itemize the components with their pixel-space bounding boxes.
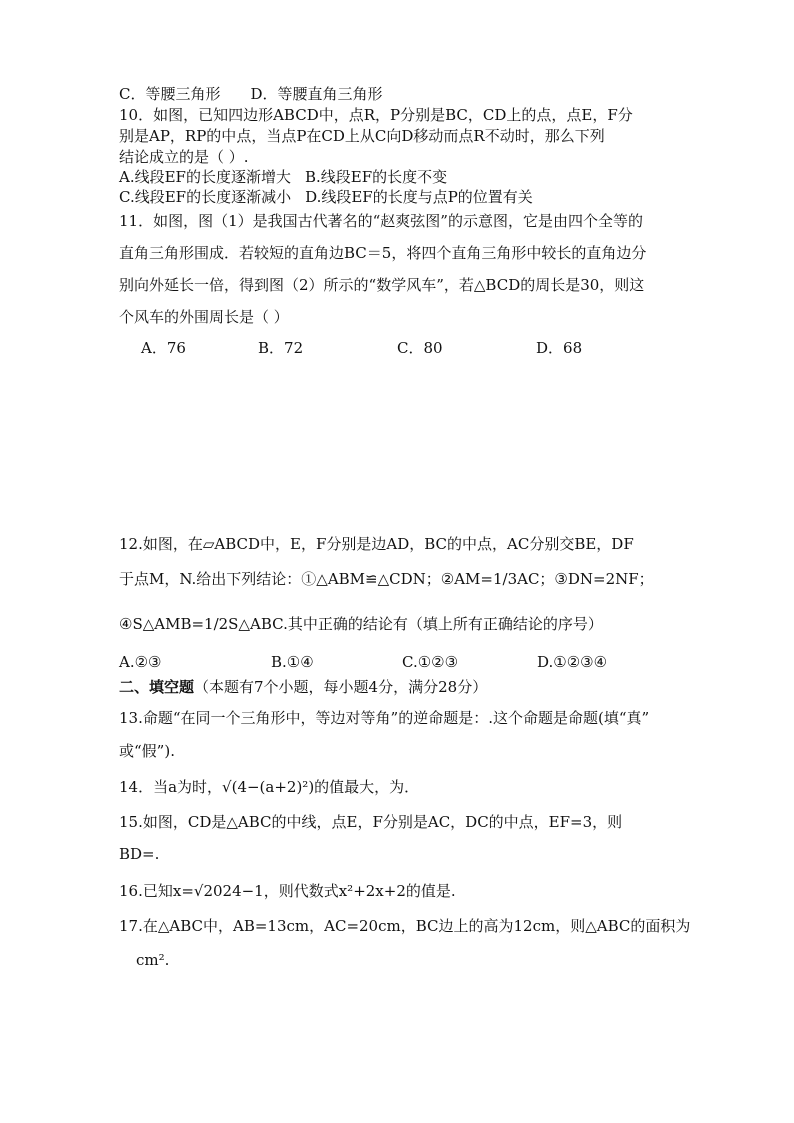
q13-line-1: 13.命题“在同一个三角形中，等边对等角”的逆命题是：.这个命题是命题(填“真” <box>119 709 650 727</box>
q10-option-d: D.线段EF的长度与点P的位置有关 <box>305 188 533 206</box>
q10-line-1: 10．如图，已知四边形ABCD中，点R，P分别是BC，CD上的点，点E，F分 <box>119 106 633 124</box>
q12-option-d: D.①②③④ <box>537 653 608 671</box>
q11-line-2: 直角三角形围成．若较短的直角边BC＝5，将四个直角三角形中较长的直角边分 <box>119 244 647 262</box>
q11-option-d: D．68 <box>536 339 583 357</box>
q12-line-3-text: ④S△AMB=1/2S△ABC.其中正确的结论有（填上所有正确结论的序号） <box>119 615 603 633</box>
q12-line-3 <box>119 617 603 632</box>
q14-line: 14．当a为时，√(4−(a+2)²)的值最大，为． <box>119 778 420 796</box>
q12-option-c: C.①②③ <box>402 653 459 671</box>
q10-option-b: B.线段EF的长度不变 <box>304 168 448 186</box>
q13-line-2: 或“假”). <box>119 742 175 760</box>
q10-options-cd <box>119 190 533 205</box>
q10-option-a: A.线段EF的长度逐渐增大 <box>119 168 291 186</box>
q12-option-a: A.②③ <box>119 653 162 671</box>
q15-line-1: 15.如图，CD是△ABC的中线，点E，F分别是AC，DC的中点，EF=3，则 <box>119 813 623 831</box>
q11-line-1: 11．如图，图（1）是我国古代著名的“赵爽弦图”的示意图，它是由四个全等的 <box>119 212 643 230</box>
q12-line-2: 于点M，N.给出下列结论：①△ABM≌△CDN；②AM=1/3AC；③DN=2NF； <box>119 570 654 588</box>
q12-line-1: 12.如图，在▱ABCD中，E，F分别是边AD，BC的中点，AC分别交BE，DF <box>119 535 634 553</box>
q16-line: 16.已知x=√2024−1，则代数式x²+2x+2的值是. <box>119 882 456 900</box>
q10-option-c: C.线段EF的长度逐渐减小 <box>119 188 292 206</box>
q11-line-4: 个风车的外围周长是（ ） <box>119 308 289 326</box>
q12-option-b: B.①④ <box>271 653 314 671</box>
q9-option-c: C．等腰三角形 <box>119 85 221 103</box>
q10-options-ab <box>119 170 447 185</box>
q11-option-b: B．72 <box>258 339 304 357</box>
q11-option-a: A．76 <box>141 339 186 357</box>
q10-line-3: 结论成立的是（ ）. <box>119 148 249 166</box>
q10-line-2: 别是AP，RP的中点，当点P在CD上从C向D移动而点R不动时，那么下列 <box>119 127 605 145</box>
q11-option-c: C．80 <box>397 339 443 357</box>
section-2-title: 二、填空题 <box>119 678 195 696</box>
section-2-description: （本题有7个小题，每小题4分，满分28分） <box>194 678 488 696</box>
q9-option-d: D．等腰直角三角形 <box>250 85 383 103</box>
q15-line-2: BD=. <box>119 845 160 863</box>
section-2-heading <box>119 680 487 695</box>
q11-line-3: 别向外延长一倍，得到图（2）所示的“数学风车”，若△BCD的周长是30，则这 <box>119 276 645 294</box>
q17-line-2: cm². <box>136 951 170 969</box>
q17-line-1: 17.在△ABC中，AB=13cm，AC=20cm，BC边上的高为12cm，则△ABC的面积为 <box>119 917 691 935</box>
q9-options-line <box>119 87 383 102</box>
